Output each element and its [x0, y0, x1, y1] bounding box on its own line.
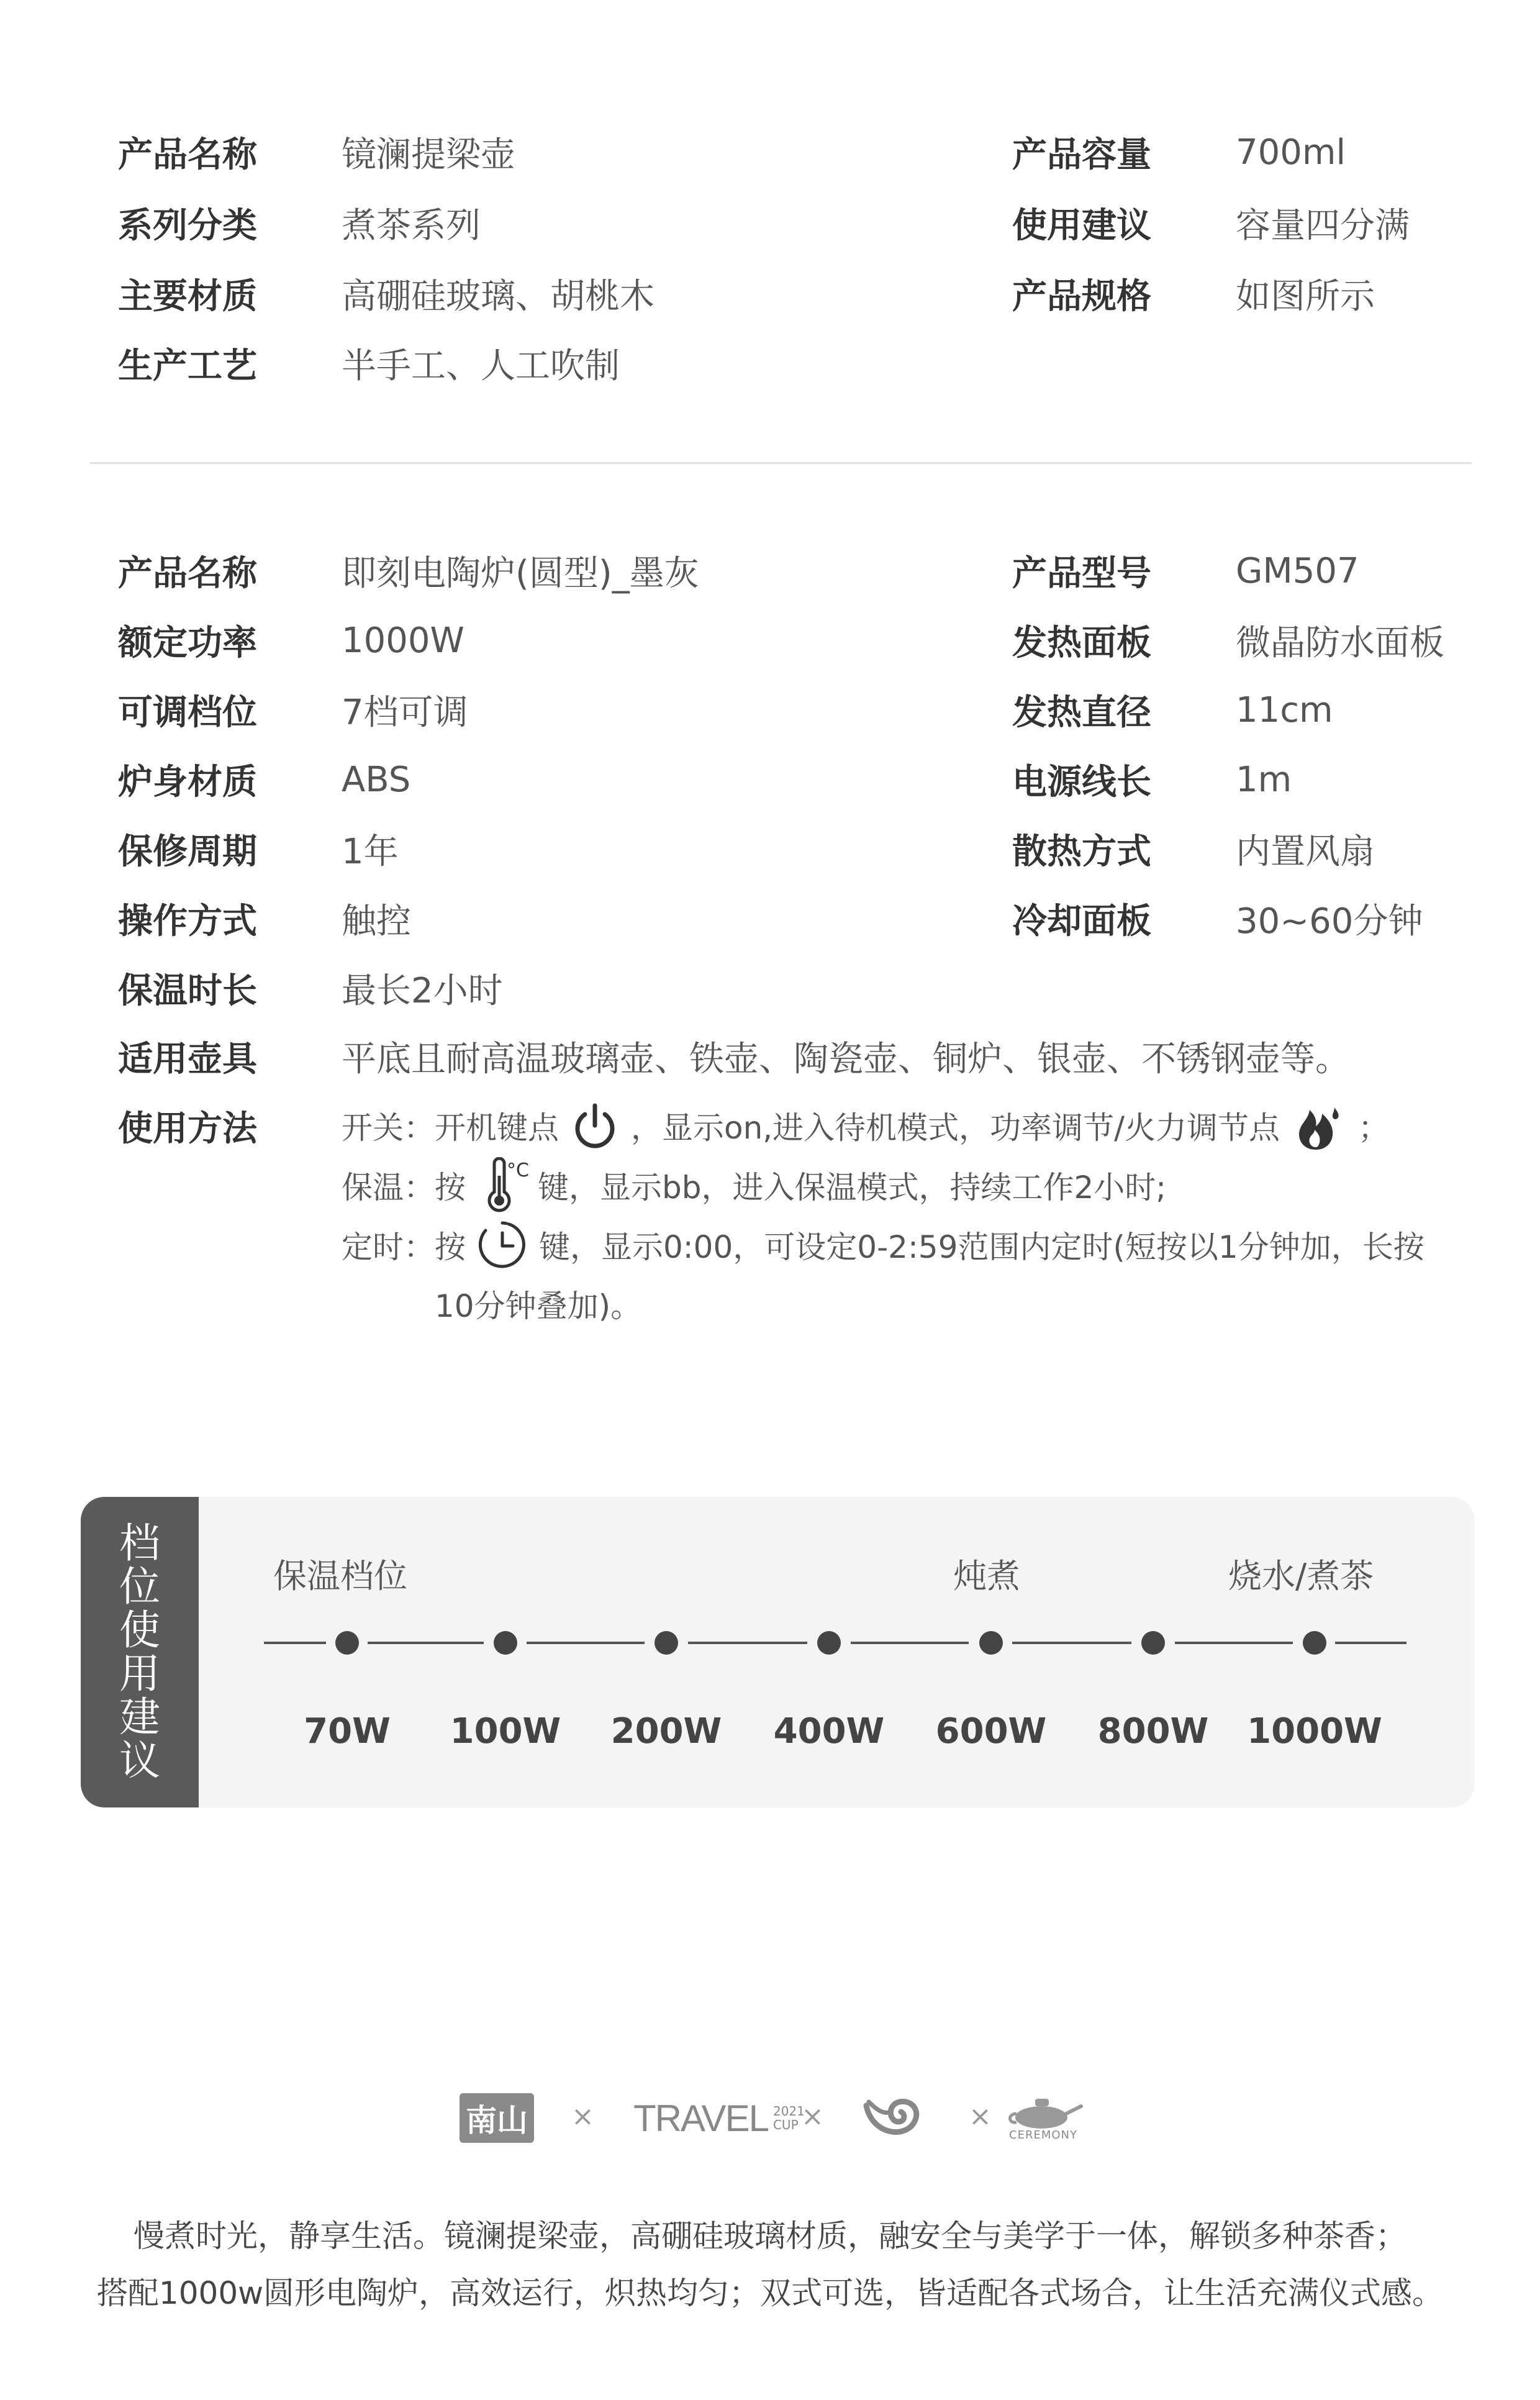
scale-segment	[1012, 1642, 1131, 1644]
spec-row	[1012, 752, 1292, 807]
spec-row	[118, 960, 503, 1016]
spec-label: 冷却面板	[1012, 901, 1151, 942]
flame-icon	[1291, 1098, 1347, 1153]
spec-label: 发热面板	[1012, 623, 1151, 663]
spec-value: 最长2小时	[342, 971, 503, 1011]
spec-label: 适用壶具	[118, 1039, 257, 1080]
usage-text: 键，显示bb，进入保温模式，持续工作2小时;	[538, 1170, 1167, 1206]
scale-segment	[264, 1642, 326, 1644]
usage-timer-line	[342, 1214, 1424, 1276]
ceremony-logo	[1003, 2087, 1084, 2149]
spec-label: 发热直径	[1012, 693, 1151, 733]
stew-label: 炖煮	[953, 1557, 1020, 1596]
scale-segment	[851, 1642, 969, 1644]
spec-label: 散热方式	[1012, 832, 1151, 872]
spec-value: 内置风扇	[1236, 832, 1375, 872]
spec-row	[1012, 891, 1423, 947]
spec-row	[118, 682, 468, 738]
spec-label: 产品名称	[118, 135, 257, 175]
ceremony-logo-text: CEREMONY	[1009, 2128, 1077, 2142]
usage-timer-line-2	[435, 1276, 641, 1332]
usage-text: 键，显示0:00，可设定0-2:59范围内定时(短按以1分钟加，长按	[539, 1229, 1424, 1265]
spec-value: 1000W	[342, 620, 464, 661]
teapot-icon	[1003, 2095, 1084, 2131]
power-value: 400W	[773, 1711, 885, 1752]
power-value: 800W	[1097, 1711, 1209, 1752]
boil-label: 烧水/煮茶	[1228, 1557, 1374, 1596]
spec-label: 炉身材质	[118, 762, 257, 802]
spec-value: 高硼硅玻璃、胡桃木	[342, 276, 654, 317]
swirl-logo	[860, 2087, 922, 2149]
usage-keepwarm-line	[342, 1154, 1166, 1216]
power-dot	[1141, 1631, 1165, 1655]
usage-switch-line	[342, 1094, 1389, 1157]
power-value: 600W	[935, 1711, 1047, 1752]
power-value: 100W	[450, 1711, 561, 1752]
power-level-title: 档位使用建议	[119, 1519, 160, 1784]
spec-label: 产品名称	[118, 553, 257, 594]
spec-row	[118, 752, 410, 807]
spec-row	[118, 195, 481, 251]
power-level-card	[81, 1497, 1475, 1807]
scale-segment	[688, 1642, 807, 1644]
spec-label: 电源线长	[1012, 762, 1151, 802]
spec-row	[118, 543, 699, 599]
power-dot	[979, 1631, 1003, 1655]
usage-text: ；	[1358, 1110, 1390, 1146]
power-dot	[1303, 1631, 1326, 1655]
scale-segment	[1335, 1642, 1406, 1644]
spec-row	[1012, 612, 1444, 668]
spec-value: 半手工、人工吹制	[342, 346, 620, 386]
scale-segment	[1175, 1642, 1293, 1644]
spec-value: 即刻电陶炉(圆型)_墨灰	[342, 553, 699, 594]
spec-row	[1012, 821, 1375, 877]
spec-value: 1年	[342, 832, 399, 872]
spec-value: 平底且耐高温玻璃壶、铁壶、陶瓷壶、铜炉、银壶、不锈钢壶等。	[342, 1039, 1350, 1080]
spec-value: 镜澜提梁壶	[342, 135, 515, 175]
spec-label: 使用建议	[1012, 206, 1151, 246]
power-dot	[817, 1631, 841, 1655]
separator: ×	[969, 2101, 992, 2132]
spec-label: 生产工艺	[118, 346, 257, 386]
spec-value: 30~60分钟	[1236, 901, 1423, 942]
caption-line-2: 搭配1000w圆形电陶炉，高效运行，炽热均匀；双式可选，皆适配各式场合，让生活充满仪式感。	[96, 2275, 1444, 2311]
spec-row	[1012, 682, 1333, 738]
partner-logos	[0, 2087, 1540, 2149]
spec-label: 主要材质	[118, 276, 257, 317]
spec-label: 操作方式	[118, 901, 257, 942]
thermometer-icon	[477, 1157, 527, 1213]
clock-icon	[477, 1219, 528, 1270]
spec-value: 700ml	[1236, 132, 1346, 173]
spec-value: 煮茶系列	[342, 206, 481, 246]
spec-row	[118, 335, 620, 391]
nanshan-logo-text: 南山	[460, 2093, 534, 2143]
spec-row	[118, 891, 411, 947]
travel-logo-year: 2021	[772, 2104, 805, 2119]
spec-value: GM507	[1236, 550, 1359, 591]
spec-label: 产品容量	[1012, 135, 1151, 175]
caption-line-1: 慢煮时光，静享生活。镜澜提梁壶，高硼硅玻璃材质，融安全与美学于一体，解锁多种茶香；	[134, 2218, 1406, 2254]
power-dot	[335, 1631, 359, 1655]
spec-row	[118, 266, 654, 322]
power-dot	[654, 1631, 678, 1655]
spec-label: 系列分类	[118, 206, 257, 246]
spec-row	[1012, 266, 1375, 322]
power-icon	[570, 1101, 620, 1150]
spec-value: ABS	[342, 759, 411, 800]
spec-label: 产品规格	[1012, 276, 1151, 317]
spec-row	[1012, 543, 1359, 599]
separator: ×	[801, 2101, 824, 2132]
spec-value: 如图所示	[1236, 276, 1375, 317]
power-value: 200W	[610, 1711, 722, 1752]
nanshan-logo	[460, 2087, 534, 2149]
spec-value: 7档可调	[342, 693, 468, 733]
spec-value: 容量四分满	[1236, 206, 1410, 246]
separator: ×	[571, 2101, 594, 2132]
usage-text: 开关：开机键点	[342, 1110, 559, 1146]
spec-label: 产品型号	[1012, 553, 1151, 594]
spec-label: 额定功率	[118, 623, 257, 663]
spec-row	[1012, 195, 1410, 251]
spec-value: 11cm	[1236, 689, 1333, 730]
spec-value: 触控	[342, 901, 411, 942]
spec-label: 保修周期	[118, 832, 257, 872]
section-divider	[90, 462, 1472, 464]
usage-row	[118, 1098, 257, 1154]
spec-row	[118, 1029, 1350, 1084]
power-value: 70W	[304, 1711, 391, 1752]
spec-row	[118, 124, 515, 180]
power-value: 1000W	[1247, 1711, 1382, 1752]
spec-label: 保温时长	[118, 971, 257, 1011]
temp-unit-label: °C	[507, 1160, 529, 1181]
spec-row	[118, 821, 399, 877]
usage-text: 10分钟叠加)。	[435, 1288, 642, 1324]
travel-cup-logo	[633, 2087, 805, 2149]
spec-row	[1012, 124, 1346, 180]
scale-segment	[527, 1642, 645, 1644]
keep-warm-label: 保温档位	[273, 1557, 407, 1596]
usage-text: ，显示on,进入待机模式，功率调节/火力调节点	[631, 1110, 1280, 1146]
usage-text: 定时：按	[342, 1229, 466, 1265]
spec-value: 1m	[1236, 759, 1292, 800]
spec-row	[118, 612, 464, 668]
usage-label: 使用方法	[118, 1109, 257, 1149]
power-dot	[494, 1631, 517, 1655]
power-level-side-title	[81, 1497, 199, 1807]
spec-value: 微晶防水面板	[1236, 623, 1444, 663]
usage-text: 保温：按	[342, 1170, 466, 1206]
travel-logo-text: TRAVEL	[633, 2097, 768, 2139]
scale-segment	[368, 1642, 484, 1644]
travel-logo-cup: CUP	[772, 2117, 799, 2132]
spec-label: 可调档位	[118, 693, 257, 733]
